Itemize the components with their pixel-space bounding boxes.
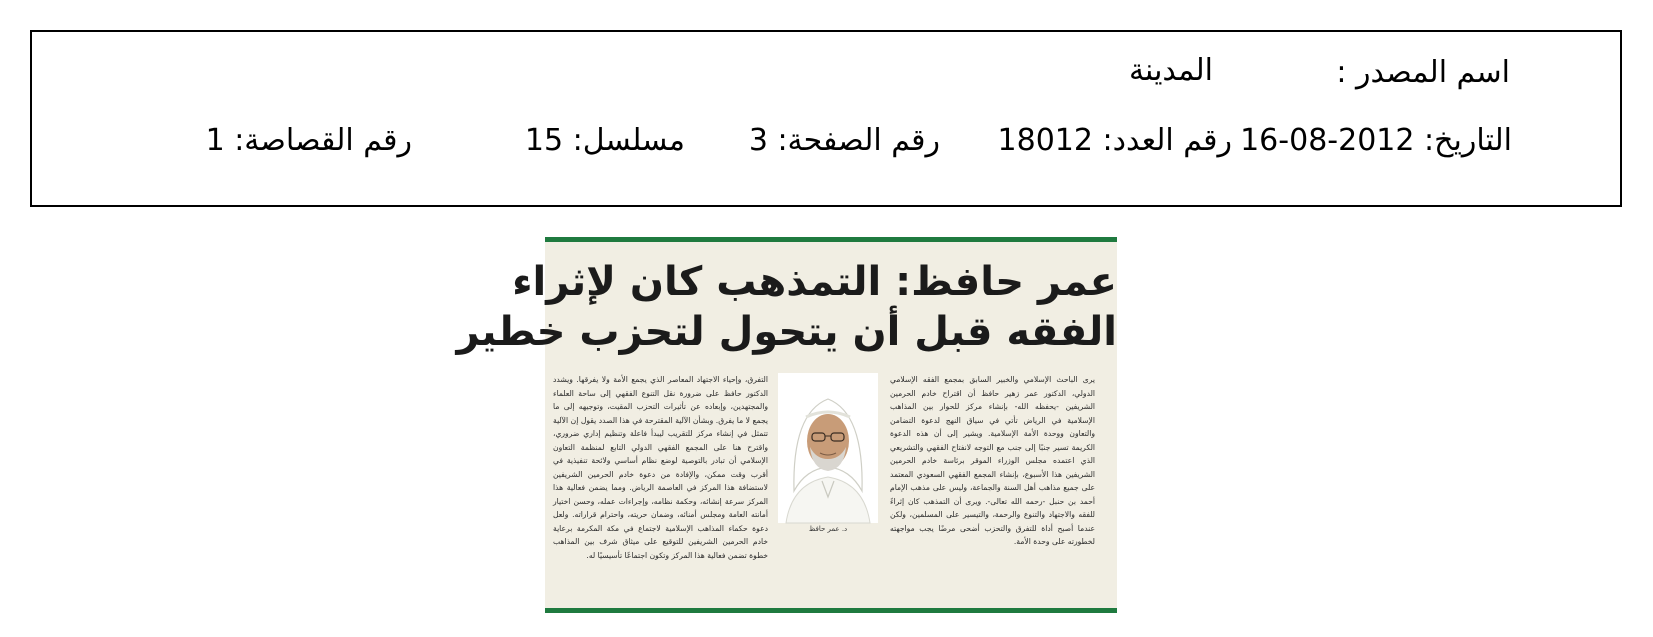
source-label: اسم المصدر : (1336, 55, 1510, 90)
article-column-left: التفرق، وإحياء الاجتهاد المعاصر الذي يجمع الأمة ولا يفرقها. ويشدد الدكتور حافظ على ضرورة نقل التنوع الفقهي إلى ساحة العلماء والمجتهدين، وإبعاده عن تأثيرات التحزب المقيت، وتوجيهه إلى ما يجمع لا ما يفرق. وبشأن الآلية المقترحة في هذا الصدد يقول إن الآلية تتمثل في إنشاء مركز للتقريب ليبدأ فاعلة وتنظيم إداري ضروري، واقترح هنا على المجمع الفقهي الدولي التابع لمنظمة التعاون الإسلامي أن تبادر بالتوصية لوضع نظام أساسي ولائحة تنفيذية في أقرب وقت ممكن، والإفادة من دعوة خادم الحرمين الشريفين لاستضافة هذا المركز في العاصمة الرياض. ومما يضمن فعالية هذا المركز سرعة إنشائه، وحكمة نظامه، وإجراءات عمله، وحسن اختيار أمانته العامة ومجلس أمنائه، وضمان حريته، واحترام قراراته. ولعل دعوة حكماء المذاهب الإسلامية لاجتماع في مكة المكرمة برعاية خادم الحرمين الشريفين للتوقيع على ميثاق شرف بين المذاهب خطوة تضمن فعالية هذا المركز وتكون اجتماعًا تأسيسيًا له. (553, 375, 768, 560)
article-column-right: يرى الباحث الإسلامي والخبير السابق بمجمع الفقه الإسلامي الدولي، الدكتور عمر زهير حافظ أن اقتراح خادم الحرمين الشريفين -يحفظه الله- بإنشاء مركز للحوار بين المذاهب الإسلامية في الرياض تأتي في سياق النهج لدعوة التضامن والتعاون ووحدة الأمة الإسلامية. ويشير إلى أن هذه الدعوة الكريمة تسير جنبًا إلى جنب مع التوجه لانفتاح الفقهي والتشريعي الذي اعتمده مجلس الوزراء الموقر برئاسة خادم الحرمين الشريفين هذا الأسبوع، بإنشاء المجمع الفقهي السعودي المعتمد على جميع مذاهب أهل السنة والجماعة، وليس على مذهب الإمام أحمد بن حنبل -رحمه الله تعالى-. ويرى أن التمذهب كان إثراءً للفقه والاجتهاد والتنوع والرحمة، والتيسير على المسلمين، ولكن عندما أصبح أداة للتفرق والتحزب أضحى مرضًا يجب مواجهته لخطورته على وحدة الأمة. (890, 375, 1095, 546)
newspaper-clipping (456, 237, 1117, 613)
page-label: رقم الصفحة: 3 (748, 123, 940, 158)
author-photo (778, 373, 878, 523)
date-label: التاريخ: 2012-08-16 (1240, 123, 1512, 158)
serial-label: مسلسل: 15 (524, 123, 685, 158)
issue-label: رقم العدد: 18012 (997, 123, 1232, 158)
photo-caption: د. عمر حافظ (808, 525, 848, 533)
clip-label: رقم القصاصة: 1 (205, 123, 412, 158)
source-value: المدينة (1128, 53, 1213, 88)
headline-line-1: عمر حافظ: التمذهب كان لإثراء (512, 259, 1117, 305)
metadata-box (30, 30, 1622, 207)
headline-line-2: الفقه قبل أن يتحول لتحزب خطير (456, 309, 1117, 355)
portrait-image (778, 373, 878, 523)
